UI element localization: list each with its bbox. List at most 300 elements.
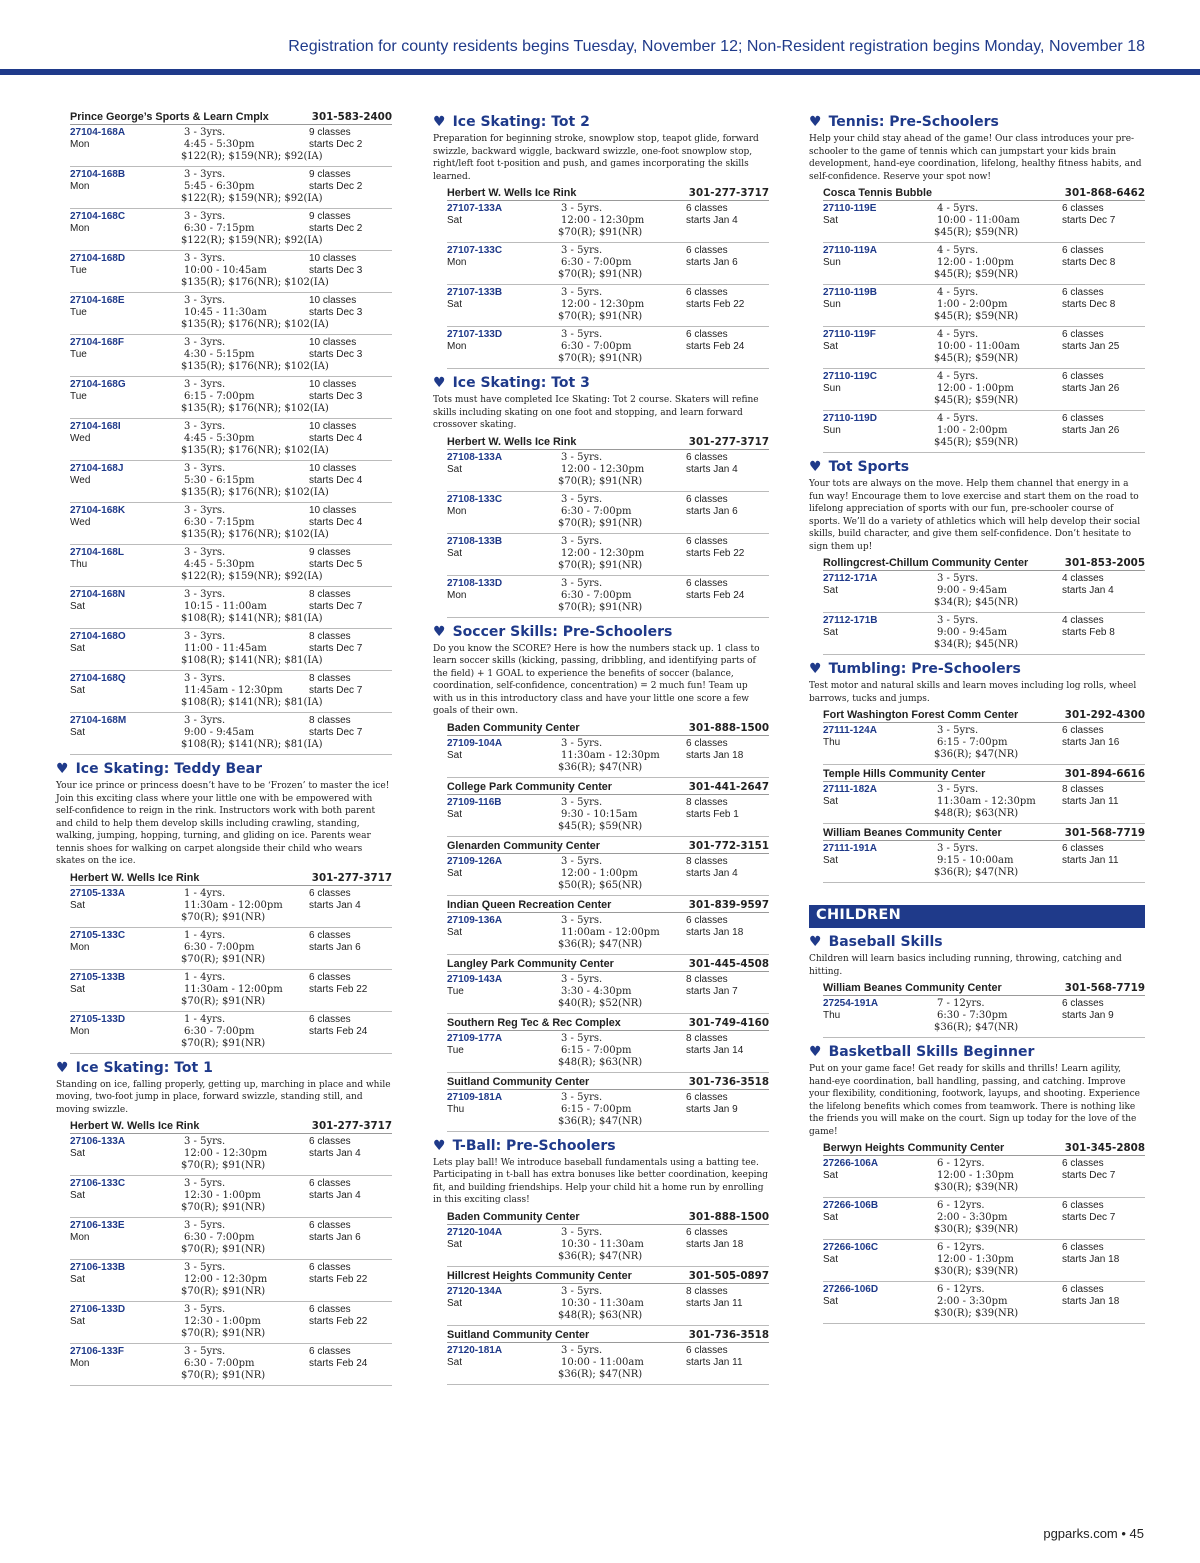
program-title — [433, 114, 769, 130]
activity-row — [447, 1284, 769, 1326]
activity-code[interactable]: 27104-168K — [70, 505, 126, 516]
location-header — [447, 840, 769, 854]
activity-row — [823, 1282, 1145, 1324]
activity-day: Sat — [447, 547, 463, 559]
activity-row — [823, 285, 1145, 327]
activity-code[interactable]: 27104-168I — [70, 421, 121, 432]
activity-code[interactable]: 27104-168M — [70, 715, 127, 726]
activity-code[interactable]: 27120-181A — [447, 1344, 503, 1356]
activity-code[interactable]: 27109-104A — [447, 737, 503, 749]
activity-code[interactable]: 27120-134A — [447, 1285, 503, 1297]
location-block — [447, 1076, 769, 1132]
program-title — [809, 661, 1145, 677]
activity-time: 9:30 - 10:15am — [561, 808, 638, 820]
activity-start: starts Dec 3 — [309, 307, 363, 318]
activity-age: 3 - 5yrs. — [184, 1178, 226, 1189]
activity-price: $70(R); $91(NR) — [181, 1202, 266, 1213]
program-description: Children will learn basics including running, throwing, catching and hitting. — [809, 954, 1122, 977]
activity-day: Sat — [823, 1254, 839, 1265]
activity-code[interactable]: 27110-119A — [823, 245, 877, 256]
program-title — [809, 459, 1145, 475]
activity-code[interactable]: 27104-168L — [70, 547, 124, 558]
activity-price: $45(R); $59(NR) — [934, 353, 1019, 364]
activity-age: 4 - 5yrs. — [937, 287, 979, 298]
activity-price: $45(R); $59(NR) — [934, 437, 1019, 448]
activity-start: starts Jan 6 — [686, 257, 738, 268]
activity-code[interactable]: 27111-191A — [823, 843, 877, 854]
activity-time: 5:30 - 6:15pm — [184, 475, 255, 486]
location-phone: 301-345-2808 — [1064, 1142, 1145, 1154]
activity-row — [447, 1225, 769, 1267]
activity-code[interactable]: 27110-119B — [823, 287, 877, 298]
location-block — [447, 1329, 769, 1385]
activity-day: Sat — [447, 1238, 463, 1250]
activity-price: $135(R); $176(NR); $102(IA) — [181, 277, 329, 288]
activity-classes: 6 classes — [1062, 329, 1104, 340]
activity-row — [70, 209, 392, 251]
activity-day: Sat — [70, 1274, 86, 1285]
program-title-text: T-Ball: Pre-Schoolers — [452, 1137, 616, 1154]
activity-row — [70, 970, 392, 1012]
activity-day: Sat — [823, 1212, 839, 1223]
activity-time: 12:00 - 12:30pm — [561, 215, 645, 226]
activity-time: 10:45 - 11:30am — [184, 307, 267, 318]
activity-code[interactable]: 27109-126A — [447, 855, 503, 867]
activity-time: 10:30 - 11:30am — [561, 1238, 644, 1250]
activity-day: Sat — [447, 926, 463, 938]
activity-code[interactable]: 27110-119E — [823, 203, 877, 214]
location-name: Baden Community Center — [447, 721, 580, 734]
activity-classes: 6 classes — [686, 1226, 728, 1238]
activity-price: $108(R); $141(NR); $81(IA) — [181, 739, 323, 750]
location-header — [823, 709, 1145, 723]
activity-day: Mon — [70, 181, 90, 192]
program-section — [56, 1060, 392, 1387]
activity-classes: 6 classes — [1062, 725, 1104, 736]
activity-row — [447, 736, 769, 778]
activity-row — [70, 1302, 392, 1344]
activity-code[interactable]: 27108-133A — [447, 451, 503, 463]
activity-code[interactable]: 27266-106C — [823, 1242, 879, 1253]
activity-age: 3 - 5yrs. — [561, 535, 603, 547]
activity-age: 3 - 3yrs. — [184, 253, 226, 264]
activity-price: $70(R); $91(NR) — [181, 1370, 266, 1381]
activity-code[interactable]: 27254-191A — [823, 998, 879, 1009]
activity-code[interactable]: 27105-133C — [70, 929, 126, 941]
location-block — [823, 187, 1145, 453]
activity-classes: 4 classes — [1062, 573, 1104, 584]
activity-code[interactable]: 27106-133A — [70, 1136, 126, 1147]
activity-classes: 6 classes — [686, 245, 728, 256]
activity-time: 12:00 - 12:30pm — [561, 547, 645, 559]
activity-day: Mon — [70, 941, 90, 953]
activity-row — [447, 201, 769, 243]
activity-classes: 6 classes — [309, 929, 351, 941]
activity-classes: 6 classes — [1062, 287, 1104, 298]
program-section — [433, 114, 769, 369]
activity-price: $70(R); $91(NR) — [181, 1160, 266, 1171]
activity-code[interactable]: 27112-171A — [823, 573, 878, 584]
activity-time: 2:00 - 3:30pm — [937, 1296, 1008, 1307]
activity-classes: 6 classes — [686, 451, 728, 463]
activity-start: starts Feb 1 — [686, 808, 739, 820]
registration-dates: Registration for county residents begins Tuesday, November 12; Non-Resident registration begins Monday, November 18 — [288, 38, 1145, 55]
activity-age: 1 - 4yrs. — [184, 1013, 226, 1025]
location-phone: 301-868-6462 — [1064, 187, 1145, 199]
location-name: Suitland Community Center — [447, 1328, 590, 1341]
activity-row — [823, 841, 1145, 883]
activity-classes: 4 classes — [1062, 615, 1104, 626]
activity-age: 3 - 5yrs. — [184, 1262, 226, 1273]
activity-code[interactable]: 27104-168C — [70, 211, 126, 222]
location-phone: 301-888-1500 — [688, 721, 769, 734]
activity-time: 12:30 - 1:00pm — [184, 1316, 261, 1327]
location-phone: 301-441-2647 — [688, 780, 769, 793]
location-header — [70, 1120, 392, 1134]
activity-start: starts Dec 7 — [309, 727, 363, 738]
activity-age: 4 - 5yrs. — [937, 371, 979, 382]
program-section — [433, 1138, 769, 1385]
activity-start: starts Jan 7 — [686, 985, 738, 997]
activity-time: 6:30 - 7:15pm — [184, 517, 255, 528]
location-block — [447, 840, 769, 896]
activity-price: $45(R); $59(NR) — [934, 395, 1019, 406]
activity-time: 12:00 - 12:30pm — [561, 463, 645, 475]
activity-code[interactable]: 27104-168J — [70, 463, 124, 474]
activity-start: starts Jan 4 — [1062, 585, 1114, 596]
activity-start: starts Dec 7 — [309, 685, 363, 696]
activity-code[interactable]: 27104-168A — [70, 127, 126, 138]
activity-day: Sat — [447, 749, 463, 761]
activity-day: Sat — [70, 899, 86, 911]
column-3 — [809, 108, 1145, 1324]
activity-code[interactable]: 27105-133A — [70, 887, 126, 899]
activity-day: Tue — [70, 307, 87, 318]
location-phone: 301-277-3717 — [311, 871, 392, 884]
program-title — [433, 624, 769, 640]
activity-row — [70, 886, 392, 928]
location-block — [823, 827, 1145, 883]
activity-row — [823, 1198, 1145, 1240]
activity-price: $135(R); $176(NR); $102(IA) — [181, 361, 329, 372]
activity-row — [823, 1156, 1145, 1198]
program-title — [56, 1060, 392, 1076]
activity-code[interactable]: 27106-133D — [70, 1304, 126, 1315]
activity-start: starts Dec 7 — [1062, 1212, 1116, 1223]
activity-time: 2:00 - 3:30pm — [937, 1212, 1008, 1223]
activity-code[interactable]: 27104-168D — [70, 253, 126, 264]
activity-age: 3 - 5yrs. — [561, 914, 603, 926]
activity-price: $70(R); $91(NR) — [181, 995, 266, 1007]
activity-code[interactable]: 27109-136A — [447, 914, 503, 926]
activity-row — [823, 369, 1145, 411]
activity-classes: 6 classes — [686, 203, 728, 214]
activity-code[interactable]: 27110-119F — [823, 329, 876, 340]
activity-time: 1:00 - 2:00pm — [937, 425, 1008, 436]
activity-price: $122(R); $159(NR); $92(IA) — [181, 151, 323, 162]
program-title-text: Soccer Skills: Pre-Schoolers — [452, 623, 673, 640]
activity-day: Sun — [823, 425, 841, 436]
location-phone: 301-749-4160 — [688, 1016, 769, 1029]
activity-classes: 6 classes — [309, 1304, 351, 1315]
activity-price: $34(R); $45(NR) — [934, 639, 1019, 650]
activity-code[interactable]: 27110-119D — [823, 413, 877, 424]
activity-classes: 9 classes — [309, 211, 351, 222]
activity-time: 6:30 - 7:00pm — [561, 589, 632, 601]
activity-age: 3 - 5yrs. — [937, 784, 979, 795]
activity-code[interactable]: 27106-133F — [70, 1346, 124, 1357]
activity-row — [70, 713, 392, 755]
activity-day: Sat — [823, 585, 839, 596]
activity-start: starts Dec 4 — [309, 475, 363, 486]
activity-start: starts Jan 18 — [1062, 1254, 1120, 1265]
activity-row — [70, 419, 392, 461]
activity-price: $108(R); $141(NR); $81(IA) — [181, 655, 323, 666]
location-block — [70, 872, 392, 1054]
activity-code[interactable]: 27108-133C — [447, 493, 503, 505]
activity-classes: 6 classes — [309, 887, 351, 899]
activity-code[interactable]: 27109-177A — [447, 1032, 503, 1044]
activity-row — [70, 1260, 392, 1302]
activity-price: $45(R); $59(NR) — [934, 269, 1019, 280]
location-phone: 301-583-2400 — [311, 111, 392, 123]
activity-age: 3 - 3yrs. — [184, 421, 226, 432]
activity-code[interactable]: 27109-116B — [447, 796, 502, 808]
activity-time: 6:30 - 7:00pm — [184, 1358, 255, 1369]
activity-start: starts Jan 9 — [686, 1103, 738, 1115]
program-section — [56, 111, 392, 755]
activity-price: $30(R); $39(NR) — [934, 1308, 1019, 1319]
activity-price: $70(R); $91(NR) — [181, 1328, 266, 1339]
activity-day: Mon — [447, 589, 467, 601]
activity-time: 10:00 - 11:00am — [937, 215, 1020, 226]
activity-price: $70(R); $91(NR) — [558, 517, 643, 529]
program-section — [809, 661, 1145, 883]
activity-age: 1 - 4yrs. — [184, 929, 226, 941]
activity-start: starts Dec 3 — [309, 349, 363, 360]
location-block — [70, 111, 392, 755]
activity-code[interactable]: 27266-106B — [823, 1200, 879, 1211]
activity-start: starts Jan 14 — [686, 1044, 744, 1056]
activity-age: 3 - 3yrs. — [184, 715, 226, 726]
activity-code[interactable]: 27120-104A — [447, 1226, 503, 1238]
activity-row — [70, 587, 392, 629]
activity-code[interactable]: 27107-133B — [447, 287, 503, 298]
activity-day: Mon — [70, 223, 90, 234]
activity-start: starts Jan 11 — [686, 1297, 743, 1309]
activity-row — [70, 377, 392, 419]
activity-time: 6:30 - 7:15pm — [184, 223, 255, 234]
activity-classes: 8 classes — [686, 973, 728, 985]
program-title — [809, 114, 1145, 130]
activity-row — [447, 243, 769, 285]
activity-day: Sat — [70, 727, 86, 738]
activity-age: 3 - 3yrs. — [184, 505, 226, 516]
location-phone: 301-888-1500 — [688, 1210, 769, 1223]
activity-time: 11:30am - 12:30pm — [937, 796, 1036, 807]
activity-code[interactable]: 27107-133D — [447, 329, 503, 340]
activity-time: 12:00 - 1:00pm — [561, 867, 638, 879]
activity-classes: 6 classes — [686, 737, 728, 749]
location-header — [447, 1329, 769, 1343]
activity-start: starts Dec 7 — [1062, 215, 1116, 226]
activity-time: 11:45am - 12:30pm — [184, 685, 283, 696]
activity-code[interactable]: 27104-168B — [70, 169, 126, 180]
activity-time: 11:00 - 11:45am — [184, 643, 267, 654]
activity-row — [70, 251, 392, 293]
activity-code[interactable]: 27105-133B — [70, 971, 126, 983]
activity-start: starts Jan 4 — [309, 1148, 361, 1159]
activity-code[interactable]: 27108-133B — [447, 535, 503, 547]
activity-code[interactable]: 27110-119C — [823, 371, 877, 382]
activity-age: 6 - 12yrs. — [937, 1242, 985, 1253]
activity-age: 3 - 5yrs. — [561, 451, 603, 463]
activity-classes: 8 classes — [1062, 784, 1104, 795]
activity-classes: 10 classes — [309, 253, 357, 264]
activity-day: Sat — [447, 215, 463, 226]
location-block — [447, 1017, 769, 1073]
activity-day: Sat — [70, 1190, 86, 1201]
location-phone: 301-568-7719 — [1064, 982, 1145, 994]
location-header — [447, 899, 769, 913]
activity-day: Tue — [70, 391, 87, 402]
activity-row — [823, 411, 1145, 453]
activity-code[interactable]: 27266-106D — [823, 1284, 879, 1295]
activity-price: $70(R); $91(NR) — [181, 1286, 266, 1297]
location-phone: 301-853-2005 — [1064, 557, 1145, 569]
program-description: Tots must have completed Ice Skating: Tot 2 course. Skaters will refine skills including skating on one foot and stopping, and learn forward crossover skating. — [433, 395, 759, 430]
activity-price: $70(R); $91(NR) — [558, 353, 643, 364]
activity-code[interactable]: 27105-133D — [70, 1013, 126, 1025]
activity-row — [70, 461, 392, 503]
activity-day: Sat — [447, 1297, 463, 1309]
activity-code[interactable]: 27104-168F — [70, 337, 124, 348]
activity-age: 3 - 5yrs. — [561, 493, 603, 505]
location-name: Glenarden Community Center — [447, 839, 600, 852]
location-header — [447, 958, 769, 972]
location-header — [823, 982, 1145, 996]
activity-classes: 8 classes — [309, 631, 351, 642]
heart-icon: ♥ — [56, 1059, 69, 1076]
activity-age: 3 - 3yrs. — [184, 337, 226, 348]
activity-code[interactable]: 27106-133B — [70, 1262, 126, 1273]
activity-day: Sat — [70, 685, 86, 696]
activity-time: 10:00 - 11:00am — [561, 1356, 644, 1368]
activity-start: starts Dec 8 — [1062, 299, 1116, 310]
heart-icon: ♥ — [809, 661, 822, 677]
activity-row — [823, 201, 1145, 243]
activity-start: starts Dec 3 — [309, 265, 363, 276]
activity-time: 6:15 - 7:00pm — [561, 1044, 632, 1056]
activity-row — [447, 327, 769, 369]
activity-age: 3 - 5yrs. — [937, 573, 979, 584]
location-header — [447, 1270, 769, 1284]
activity-code[interactable]: 27109-143A — [447, 973, 503, 985]
activity-start: starts Jan 6 — [686, 505, 738, 517]
activity-code[interactable]: 27266-106A — [823, 1158, 879, 1169]
activity-price: $70(R); $91(NR) — [558, 269, 643, 280]
activity-age: 3 - 5yrs. — [561, 1091, 603, 1103]
activity-price: $48(R); $63(NR) — [934, 808, 1019, 819]
location-name: Berwyn Heights Community Center — [823, 1142, 1005, 1154]
activity-row — [823, 613, 1145, 655]
activity-start: starts Jan 4 — [309, 1190, 361, 1201]
activity-code[interactable]: 27111-124A — [823, 725, 877, 736]
activity-classes: 6 classes — [1062, 1158, 1104, 1169]
program-description: Test motor and natural skills and learn moves including log rolls, wheel barrows, tucks and jumps. — [809, 681, 1137, 704]
activity-classes: 9 classes — [309, 169, 351, 180]
activity-time: 10:30 - 11:30am — [561, 1297, 644, 1309]
activity-age: 6 - 12yrs. — [937, 1200, 985, 1211]
activity-day: Mon — [447, 257, 467, 268]
activity-day: Tue — [447, 985, 464, 997]
activity-age: 4 - 5yrs. — [937, 245, 979, 256]
activity-code[interactable]: 27104-168O — [70, 631, 126, 642]
activity-age: 4 - 5yrs. — [937, 329, 979, 340]
program-description: Your tots are always on the move. Help them channel that energy in a fun way! Encourage them to love exercise and start them on the road to lifelong appreciation of sports with our fun, pre-schooler course of sports. We’ll do a variety of athletics which will help develop their social skills, build character, and give them self-confidence. Don’t hesitate to sign them up! — [809, 479, 1141, 552]
activity-code[interactable]: 27104-168N — [70, 589, 126, 600]
activity-code[interactable]: 27106-133C — [70, 1178, 126, 1189]
activity-time: 12:00 - 1:30pm — [937, 1254, 1014, 1265]
activity-price: $40(R); $52(NR) — [558, 997, 643, 1009]
activity-row — [70, 503, 392, 545]
location-phone: 301-772-3151 — [688, 839, 769, 852]
activity-time: 11:30am - 12:30pm — [561, 749, 660, 761]
activity-classes: 6 classes — [309, 971, 351, 983]
location-header — [823, 557, 1145, 571]
location-name: Fort Washington Forest Comm Center — [823, 709, 1019, 721]
activity-code[interactable]: 27108-133D — [447, 577, 503, 589]
activity-age: 3 - 3yrs. — [184, 631, 226, 642]
activity-age: 3 - 5yrs. — [561, 329, 603, 340]
location-block — [447, 436, 769, 618]
location-phone: 301-736-3518 — [688, 1328, 769, 1341]
activity-code[interactable]: 27104-168E — [70, 295, 125, 306]
activity-code[interactable]: 27112-171B — [823, 615, 878, 626]
activity-code[interactable]: 27106-133E — [70, 1220, 125, 1231]
activity-start: starts Jan 18 — [686, 749, 744, 761]
activity-start: starts Jan 4 — [686, 463, 738, 475]
activity-time: 9:00 - 9:45am — [184, 727, 255, 738]
activity-price: $108(R); $141(NR); $81(IA) — [181, 613, 323, 624]
location-header — [447, 722, 769, 736]
activity-price: $45(R); $59(NR) — [558, 820, 643, 832]
activity-day: Thu — [447, 1103, 465, 1115]
page-footer: pgparks.com • 45 — [1043, 1526, 1144, 1541]
location-block — [447, 1211, 769, 1267]
activity-day: Tue — [447, 1044, 464, 1056]
location-name: Langley Park Community Center — [447, 957, 614, 970]
activity-classes: 6 classes — [686, 535, 728, 547]
activity-code[interactable]: 27111-182A — [823, 784, 877, 795]
activity-age: 4 - 5yrs. — [937, 203, 979, 214]
activity-price: $45(R); $59(NR) — [934, 311, 1019, 322]
activity-row — [70, 1012, 392, 1054]
activity-code[interactable]: 27104-168Q — [70, 673, 126, 684]
activity-start: starts Feb 22 — [309, 983, 368, 995]
location-block — [823, 709, 1145, 765]
activity-age: 3 - 3yrs. — [184, 547, 226, 558]
activity-code[interactable]: 27107-133C — [447, 245, 503, 256]
activity-code[interactable]: 27104-168G — [70, 379, 126, 390]
activity-day: Sat — [70, 643, 86, 654]
activity-code[interactable]: 27107-133A — [447, 203, 503, 214]
activity-code[interactable]: 27109-181A — [447, 1091, 503, 1103]
activity-day: Sat — [823, 341, 839, 352]
activity-classes: 6 classes — [1062, 203, 1104, 214]
activity-start: starts Feb 8 — [1062, 627, 1115, 638]
activity-price: $48(R); $63(NR) — [558, 1056, 643, 1068]
